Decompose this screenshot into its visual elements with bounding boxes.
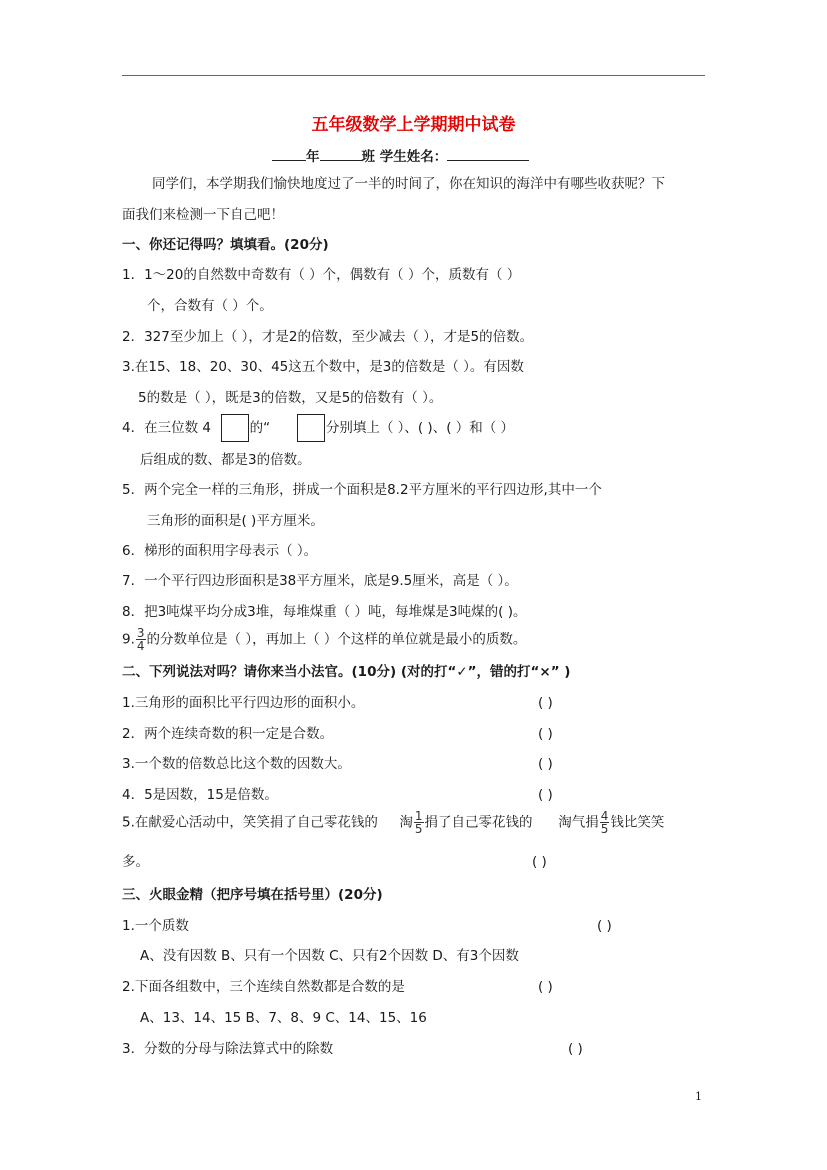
intro-line-1: 同学们，本学期我们愉快地度过了一半的时间了，你在知识的海洋中有哪些收获呢？下 xyxy=(152,176,665,192)
fraction-four-fifths: $\frac{4}{5}$ xyxy=(600,809,609,836)
s1-question-4a xyxy=(122,414,514,442)
s1-question-9 xyxy=(122,627,526,652)
q4-suffix: 分别填上（ ）、( )、( ）和（ ） xyxy=(325,420,515,436)
s3-answer-1[interactable]: ( ) xyxy=(597,918,612,934)
s1-question-6: 6．梯形的面积用字母表示（ ）。 xyxy=(122,543,318,559)
s2-statement-2: 2．两个连续奇数的积一定是合数。 xyxy=(122,726,334,742)
s1-question-7: 7．一个平行四边形面积是38平方厘米，底是9.5厘米，高是（ ）。 xyxy=(122,573,518,589)
s2-answer-1[interactable]: ( ) xyxy=(538,695,553,711)
page-title: 五年级数学上学期期中试卷 xyxy=(311,115,516,135)
name-label: 学生姓名： xyxy=(379,149,448,165)
s2-answer-4[interactable]: ( ) xyxy=(538,787,553,803)
s3-question-1-options: A、没有因数 B、只有一个因数 C、只有2个因数 D、有3个因数 xyxy=(140,948,519,964)
section2-heading: 二、下列说法对吗？请你来当小法官。(10分) (对的打“✓”，错的打“×” ) xyxy=(122,664,571,680)
s2-answer-2[interactable]: ( ) xyxy=(538,726,553,742)
q9-suffix: 的分数单位是（ ），再加上（ ）个这样的单位就是最小的质数。 xyxy=(146,631,527,648)
s3-question-2-options: A、13、14、15 B、7、8、9 C、14、15、16 xyxy=(140,1010,427,1026)
s3-question-1: 1.一个质数 xyxy=(122,918,189,934)
s2-answer-5[interactable]: ( ) xyxy=(532,854,547,870)
year-blank[interactable] xyxy=(272,146,306,161)
s1-question-3a: 3.在15、18、20、30、45这五个数中，是3的倍数是（ ）。有因数 xyxy=(122,359,524,375)
class-label: 班 xyxy=(361,149,375,165)
s5-suffix: 钱比笑笑 xyxy=(610,814,665,831)
section3-heading: 三、火眼金精（把序号填在括号里）(20分) xyxy=(122,887,383,903)
digit-box-2[interactable] xyxy=(297,414,325,442)
s1-question-2: 2．327至少加上（ ），才是2的倍数，至少减去（ ），才是5的倍数。 xyxy=(122,329,534,345)
year-label: 年 xyxy=(306,149,320,165)
s2-statement-5a xyxy=(122,810,664,835)
s5-taoqi: 淘 xyxy=(399,814,413,831)
s2-statement-5b: 多。 xyxy=(122,854,149,870)
s1-question-5a: 5．两个完全一样的三角形，拼成一个面积是8.2平方厘米的平行四边形,其中一个 xyxy=(122,482,602,498)
s3-answer-2[interactable]: ( ) xyxy=(538,979,553,995)
q9-prefix: 9. xyxy=(122,631,135,648)
fraction-three-quarters: $\frac{3}{4}$ xyxy=(136,626,145,653)
class-blank[interactable] xyxy=(320,146,362,161)
header-rule xyxy=(122,75,705,76)
s2-statement-1: 1.三角形的面积比平行四边形的面积小。 xyxy=(122,695,365,711)
s1-question-3b: 5的数是（ ），既是3的倍数，又是5的倍数有（ ）。 xyxy=(138,390,443,406)
s1-question-1b: 个，合数有（ ）个。 xyxy=(147,298,273,314)
name-blank[interactable] xyxy=(447,146,529,161)
s2-statement-4: 4．5是因数，15是倍数。 xyxy=(122,787,278,803)
s2-statement-3: 3.一个数的倍数总比这个数的因数大。 xyxy=(122,756,351,772)
s1-question-4b: 后组成的数、都是3的倍数。 xyxy=(140,452,311,468)
s3-question-3: 3．分数的分母与除法算式中的除数 xyxy=(122,1041,334,1057)
s5-prefix: 5.在献爱心活动中，笑笑捐了自己零花钱的 xyxy=(122,814,378,831)
s3-question-2: 2.下面各组数中，三个连续自然数都是合数的是 xyxy=(122,979,405,995)
s5-taoqi-juan: 淘气捐 xyxy=(558,814,599,831)
s1-question-5b: 三角形的面积是( )平方厘米。 xyxy=(147,513,324,529)
s3-answer-3[interactable]: ( ) xyxy=(568,1041,583,1057)
q4-middle: 的“ xyxy=(249,420,271,436)
page-number: 1 xyxy=(695,1090,702,1103)
section1-heading: 一、你还记得吗？填填看。(20分) xyxy=(122,237,329,253)
s5-middle: 捐了自己零花钱的 xyxy=(424,814,533,831)
digit-box-1[interactable] xyxy=(221,414,249,442)
s2-answer-3[interactable]: ( ) xyxy=(538,756,553,772)
s1-question-1a: 1．1～20的自然数中奇数有（ ）个，偶数有（ ）个，质数有（ ） xyxy=(122,267,521,283)
intro-line-2: 面我们来检测一下自己吧！ xyxy=(122,207,284,223)
q4-prefix: 4．在三位数 4 xyxy=(122,420,211,436)
s1-question-8: 8．把3吨煤平均分成3堆，每堆煤重（ ）吨，每堆煤是3吨煤的( )。 xyxy=(122,604,527,620)
student-info-line xyxy=(272,146,529,166)
fraction-one-fifth: $\frac{1}{5}$ xyxy=(414,809,423,836)
